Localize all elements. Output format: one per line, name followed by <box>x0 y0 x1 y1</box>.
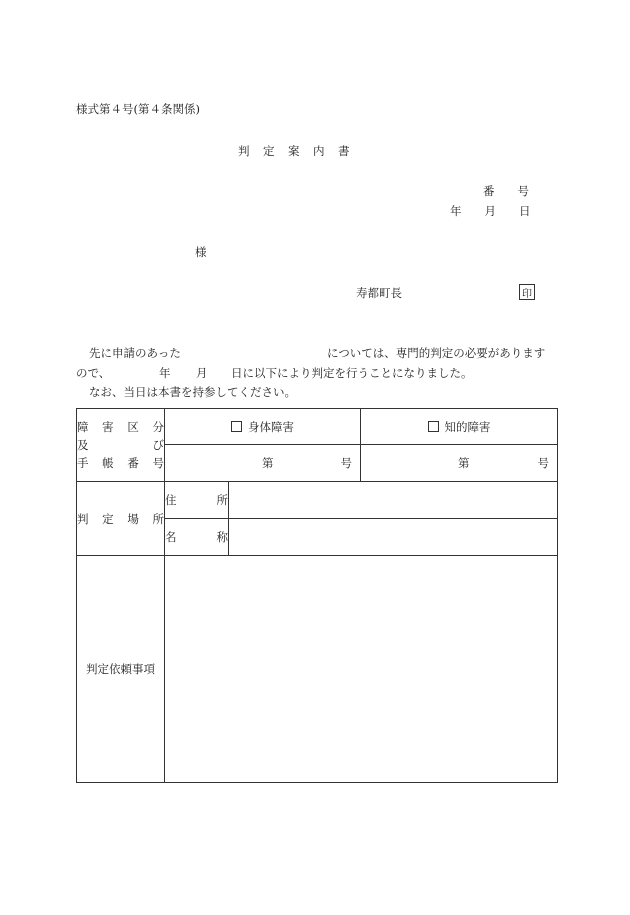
request-items-header <box>77 556 165 783</box>
address-label: 住 所 <box>165 493 228 507</box>
physical-disability-checkbox[interactable] <box>231 421 242 432</box>
date-year-label: 年 <box>159 366 171 380</box>
judgment-table <box>76 408 558 783</box>
number-suffix: 号 <box>537 456 549 470</box>
number-prefix: 第 <box>262 456 274 470</box>
request-items-field[interactable] <box>165 556 558 783</box>
document-number-label: 番 号 <box>483 184 529 198</box>
issue-date-label: 年 月 日 <box>450 204 531 218</box>
issuer-name: 寿都町長 <box>356 286 402 300</box>
name-field[interactable] <box>229 519 558 556</box>
document-title: 判 定 案 内 書 <box>238 144 351 158</box>
address-label-cell <box>165 482 229 519</box>
body-line1-end: については、専門的判定の必要があります <box>327 346 546 360</box>
address-field[interactable] <box>229 482 558 519</box>
number-prefix: 第 <box>458 456 470 470</box>
number-suffix: 号 <box>340 456 352 470</box>
name-label: 名 称 <box>165 530 228 544</box>
body-line2-end: 日に以下により判定を行うことになりました。 <box>231 366 473 380</box>
category-header <box>77 409 165 482</box>
body-line2-start: ので、 <box>76 366 111 380</box>
judgment-place-header <box>77 482 165 556</box>
request-items-label: 判定依頼事項 <box>86 662 155 676</box>
addressee-suffix: 様 <box>195 245 207 259</box>
physical-disability-label: 身体障害 <box>248 419 294 434</box>
category-header-row1: 障 害 区 分 <box>77 420 164 434</box>
intellectual-disability-cell <box>361 409 558 445</box>
body-line3: なお、当日は本書を持参してください。 <box>89 385 296 399</box>
judgment-place-label: 判 定 場 所 <box>77 511 164 526</box>
seal-stamp: 印 <box>519 284 535 300</box>
intellectual-handbook-number-cell[interactable] <box>361 445 558 482</box>
category-header-row3: 手 帳 番 号 <box>77 456 164 470</box>
physical-disability-cell <box>165 409 361 445</box>
intellectual-disability-checkbox[interactable] <box>428 421 439 432</box>
category-header-row2: 及 び <box>77 438 164 452</box>
form-label: 様式第４号(第４条関係) <box>76 102 200 116</box>
intellectual-disability-label: 知的障害 <box>444 419 491 434</box>
seal-mark <box>519 284 535 300</box>
date-month-label: 月 <box>196 366 208 380</box>
body-line1-start: 先に申請のあった <box>89 346 181 360</box>
name-label-cell <box>165 519 229 556</box>
physical-handbook-number-cell[interactable] <box>165 445 361 482</box>
